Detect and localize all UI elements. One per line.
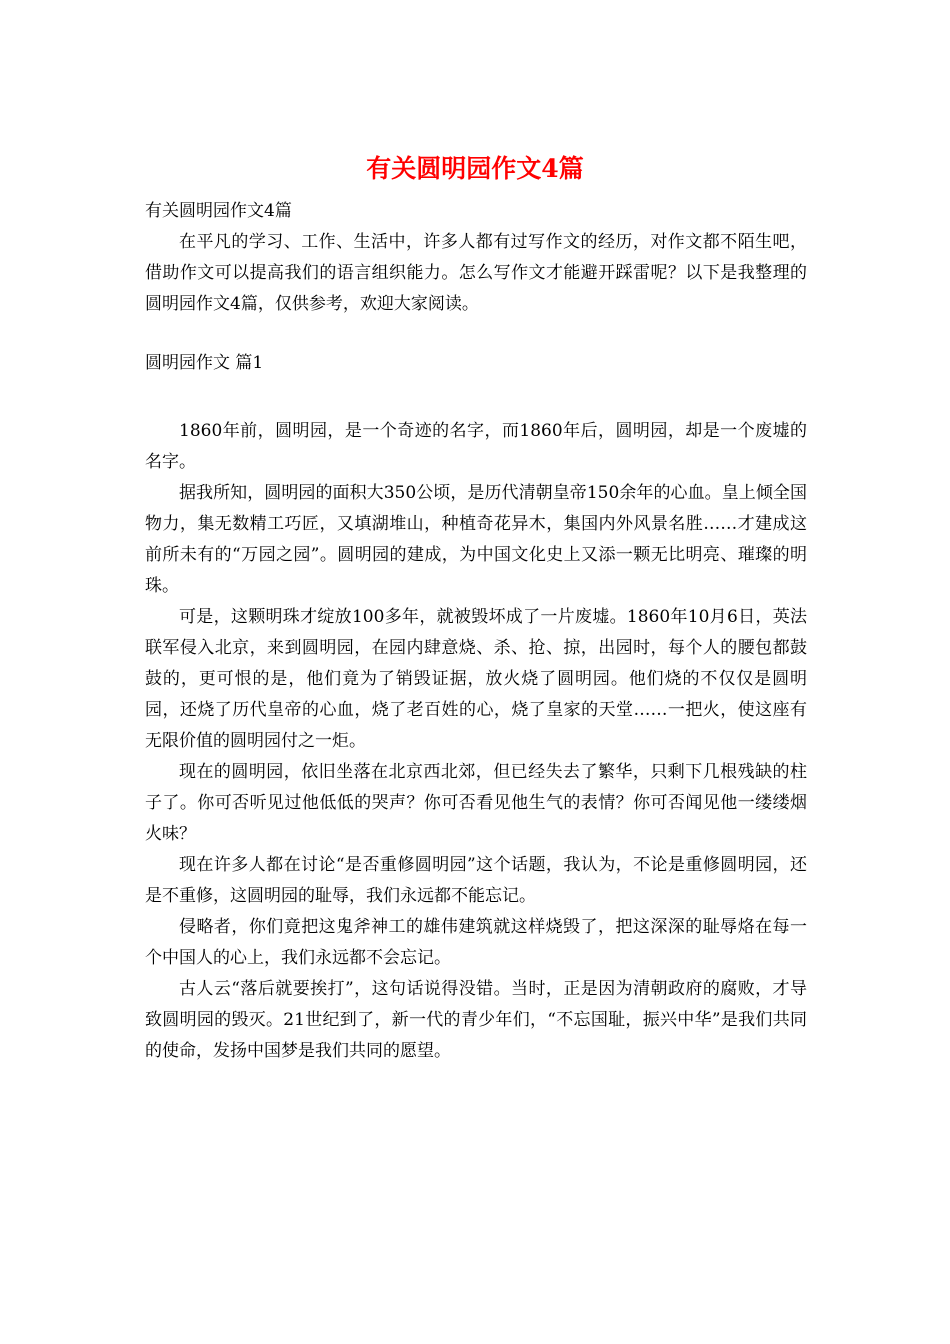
body-paragraph-6: 侵略者，你们竟把这鬼斧神工的雄伟建筑就这样烧毁了，把这深深的耻辱烙在每一个中国人的心上，我们永远都不会忘记。 (145, 917, 807, 968)
intro-paragraph: 在平凡的学习、工作、生活中，许多人都有过写作文的经历，对作文都不陌生吧，借助作文可以提高我们的语言组织能力。怎么写作文才能避开踩雷呢？以下是我整理的圆明园作文4篇，仅供参考，欢迎大家阅读。 (145, 232, 807, 314)
body-paragraph-5: 现在许多人都在讨论“是否重修圆明园”这个话题，我认为，不论是重修圆明园，还是不重修，这圆明园的耻辱，我们永远都不能忘记。 (145, 855, 807, 906)
spacer (145, 320, 807, 348)
document-subtitle: 有关圆明园作文4篇 (145, 201, 292, 221)
body-paragraph-4: 现在的圆明园，依旧坐落在北京西北郊，但已经失去了繁华，只剩下几根残缺的柱子了。你可否听见过他低低的哭声？你可否看见他生气的表情？你可否闻见他一缕缕烟火味？ (145, 762, 807, 844)
body-paragraph-7: 古人云“落后就要挨打”，这句话说得没错。当时，正是因为清朝政府的腐败，才导致圆明园的毁灭。21世纪到了，新一代的青少年们，“不忘国耻，振兴中华”是我们共同的使命，发扬中国梦是我们共同的愿望。 (145, 979, 807, 1061)
document-body (145, 196, 807, 1067)
spacer (145, 379, 807, 416)
section-heading: 圆明园作文 篇1 (145, 353, 264, 373)
body-paragraph-3: 可是，这颗明珠才绽放100多年，就被毁坏成了一片废墟。1860年10月6日，英法联军侵入北京，来到圆明园，在园内肆意烧、杀、抢、掠，出园时，每个人的腰包都鼓鼓的，更可恨的是，他们竟为了销毁证据，放火烧了圆明园。他们烧的不仅仅是圆明园，还烧了历代皇帝的心血，烧了老百姓的心，烧了皇家的天堂……一把火，使这座有无限价值的圆明园付之一炬。 (145, 607, 807, 751)
document-title: 有关圆明园作文4篇 (366, 154, 584, 183)
body-paragraph-2: 据我所知，圆明园的面积大350公顷，是历代清朝皇帝150余年的心血。皇上倾全国物力，集无数精工巧匠，又填湖堆山，种植奇花异木，集国内外风景名胜……才建成这前所未有的“万园之园”。圆明园的建成，为中国文化史上又添一颗无比明亮、璀璨的明珠。 (145, 483, 807, 596)
body-paragraph-1: 1860年前，圆明园，是一个奇迹的名字，而1860年后，圆明园，却是一个废墟的名字。 (145, 421, 807, 472)
